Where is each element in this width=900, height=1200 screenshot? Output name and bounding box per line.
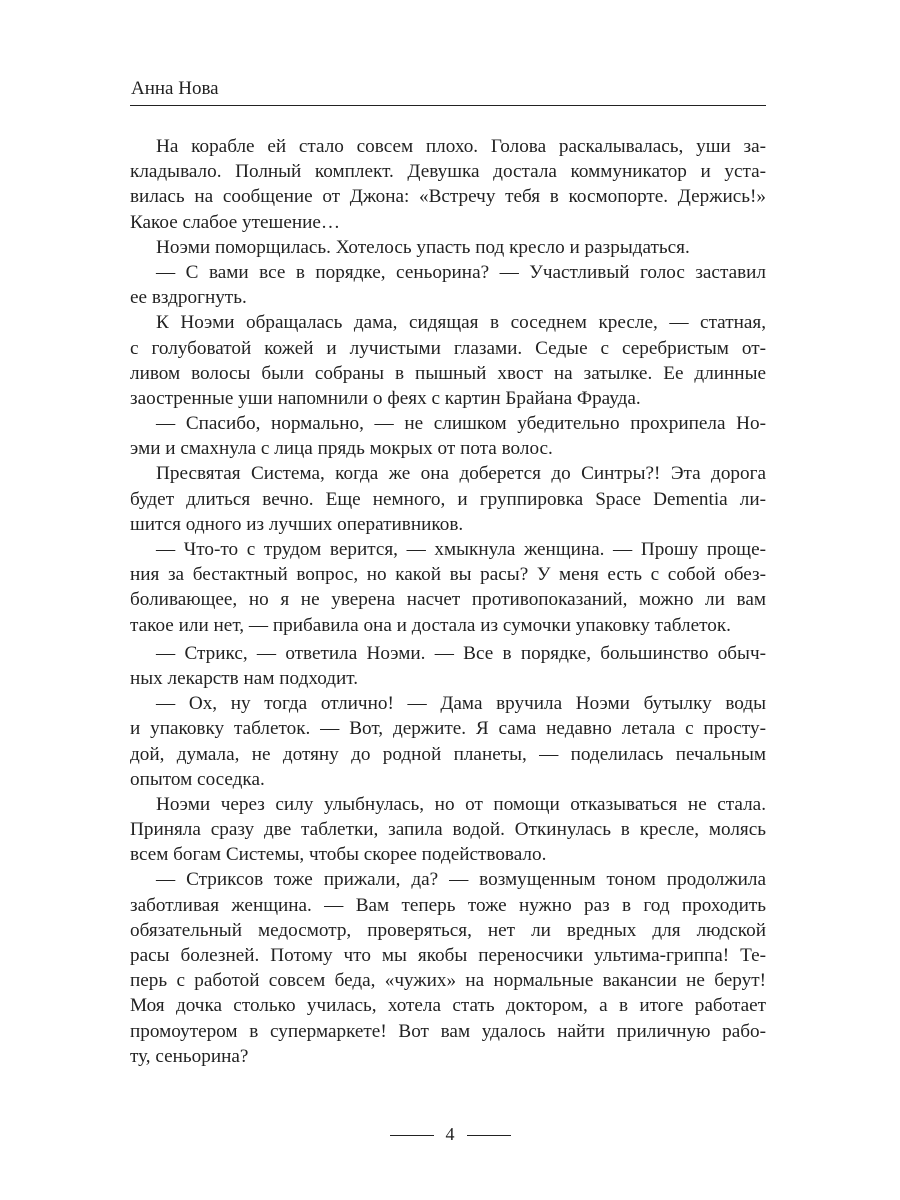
text-line: Пресвятая Система, когда же она доберется до Синтры?! Эта дорога — [156, 463, 766, 485]
page-number: 4 — [445, 1124, 455, 1144]
text-line: — Ох, ну тогда отлично! — Дама вручила Ноэми бутылку воды — [156, 693, 766, 715]
paragraph — [130, 691, 766, 792]
paragraph — [130, 260, 766, 310]
paragraph — [130, 235, 766, 260]
text-line: ния за бестактный вопрос, но какой вы расы? У меня есть с собой обез- — [130, 564, 766, 586]
text-line: Моя дочка столько училась, хотела стать доктором, а в итоге работает — [130, 995, 766, 1017]
text-line: эми и смахнула с лица прядь мокрых от пота волос. — [130, 438, 553, 460]
paragraph — [130, 134, 766, 235]
text-line: — Стриксов тоже прижали, да? — возмущенным тоном продолжила — [156, 869, 766, 891]
text-line: обязательный медосмотр, проверяться, нет ли вредных для людской — [130, 919, 766, 941]
paragraph — [130, 867, 766, 1069]
text-line: будет длиться вечно. Еще немного, и группировка Space Dementia ли- — [130, 488, 766, 510]
text-line: перь с работой совсем беда, «чужих» на нормальные вакансии не берут! — [130, 970, 766, 992]
running-head-author: Анна Нова — [131, 78, 219, 99]
text-line: ту, сеньорина? — [130, 1045, 249, 1067]
text-line: ливом волосы были собраны в пышный хвост на затылке. Ее длинные — [130, 362, 766, 384]
folio-rule-right — [467, 1135, 511, 1136]
text-line: промоутером в супермаркете! Вот вам удалось найти приличную рабо- — [130, 1020, 766, 1042]
text-line: заостренные уши напомнили о феях с картин Брайана Фрауда. — [130, 387, 641, 409]
paragraph — [130, 641, 766, 691]
text-line: кладывало. Полный комплект. Девушка достала коммуникатор и уста- — [130, 161, 766, 183]
text-line: боливающее, но я не уверена насчет противопоказаний, можно ли вам — [130, 589, 766, 611]
text-line: Приняла сразу две таблетки, запила водой. Откинулась в кресле, молясь — [130, 819, 766, 841]
paragraph — [130, 411, 766, 461]
text-line: всем богам Системы, чтобы скорее подействовало. — [130, 844, 547, 866]
text-line: вилась на сообщение от Джона: «Встречу тебя в космопорте. Держись!» — [130, 186, 766, 208]
page-footer — [0, 1124, 900, 1145]
text-line: — Стрикс, — ответила Ноэми. — Все в порядке, большинство обыч- — [156, 642, 766, 664]
text-line: дой, думала, не дотяну до родной планеты, — поделилась печальным — [130, 743, 766, 765]
folio-rule-left — [390, 1135, 434, 1136]
paragraph — [130, 792, 766, 868]
text-line: Ноэми через силу улыбнулась, но от помощи отказываться не стала. — [156, 793, 766, 815]
text-line: и упаковку таблеток. — Вот, держите. Я сама недавно летала с просту- — [130, 718, 766, 740]
paragraph — [130, 537, 766, 638]
text-line: расы болезней. Потому что мы якобы переносчики ультима-гриппа! Те- — [130, 945, 766, 966]
text-line: шится одного из лучших оперативников. — [130, 513, 464, 535]
body-text — [130, 134, 766, 1069]
text-line: такое или нет, — прибавила она и достала из сумочки упаковку таблеток. — [130, 614, 731, 636]
text-line: ее вздрогнуть. — [130, 287, 247, 309]
text-line: опытом соседка. — [130, 768, 265, 790]
text-line: — Что-то с трудом верится, — хмыкнула женщина. — Прошу проще- — [156, 539, 766, 560]
text-line: заботливая женщина. — Вам теперь тоже нужно раз в год проходить — [130, 894, 766, 916]
text-line: — С вами все в порядке, сеньорина? — Участливый голос заставил — [156, 261, 766, 283]
text-line: с голубоватой кожей и лучистыми глазами. Седые с серебристым от- — [130, 337, 766, 359]
text-line: Ноэми поморщилась. Хотелось упасть под кресло и разрыдаться. — [156, 236, 690, 258]
text-line: — Спасибо, нормально, — не слишком убедительно прохрипела Но- — [156, 413, 766, 435]
header-rule — [130, 105, 766, 106]
text-line: ных лекарств нам подходит. — [130, 667, 359, 689]
paragraph — [130, 310, 766, 411]
paragraph — [130, 461, 766, 537]
text-line: На корабле ей стало совсем плохо. Голова раскалывалась, уши за- — [156, 136, 766, 157]
text-line: К Ноэми обращалась дама, сидящая в соседнем кресле, — статная, — [156, 312, 766, 334]
text-line: Какое слабое утешение… — [130, 211, 341, 233]
